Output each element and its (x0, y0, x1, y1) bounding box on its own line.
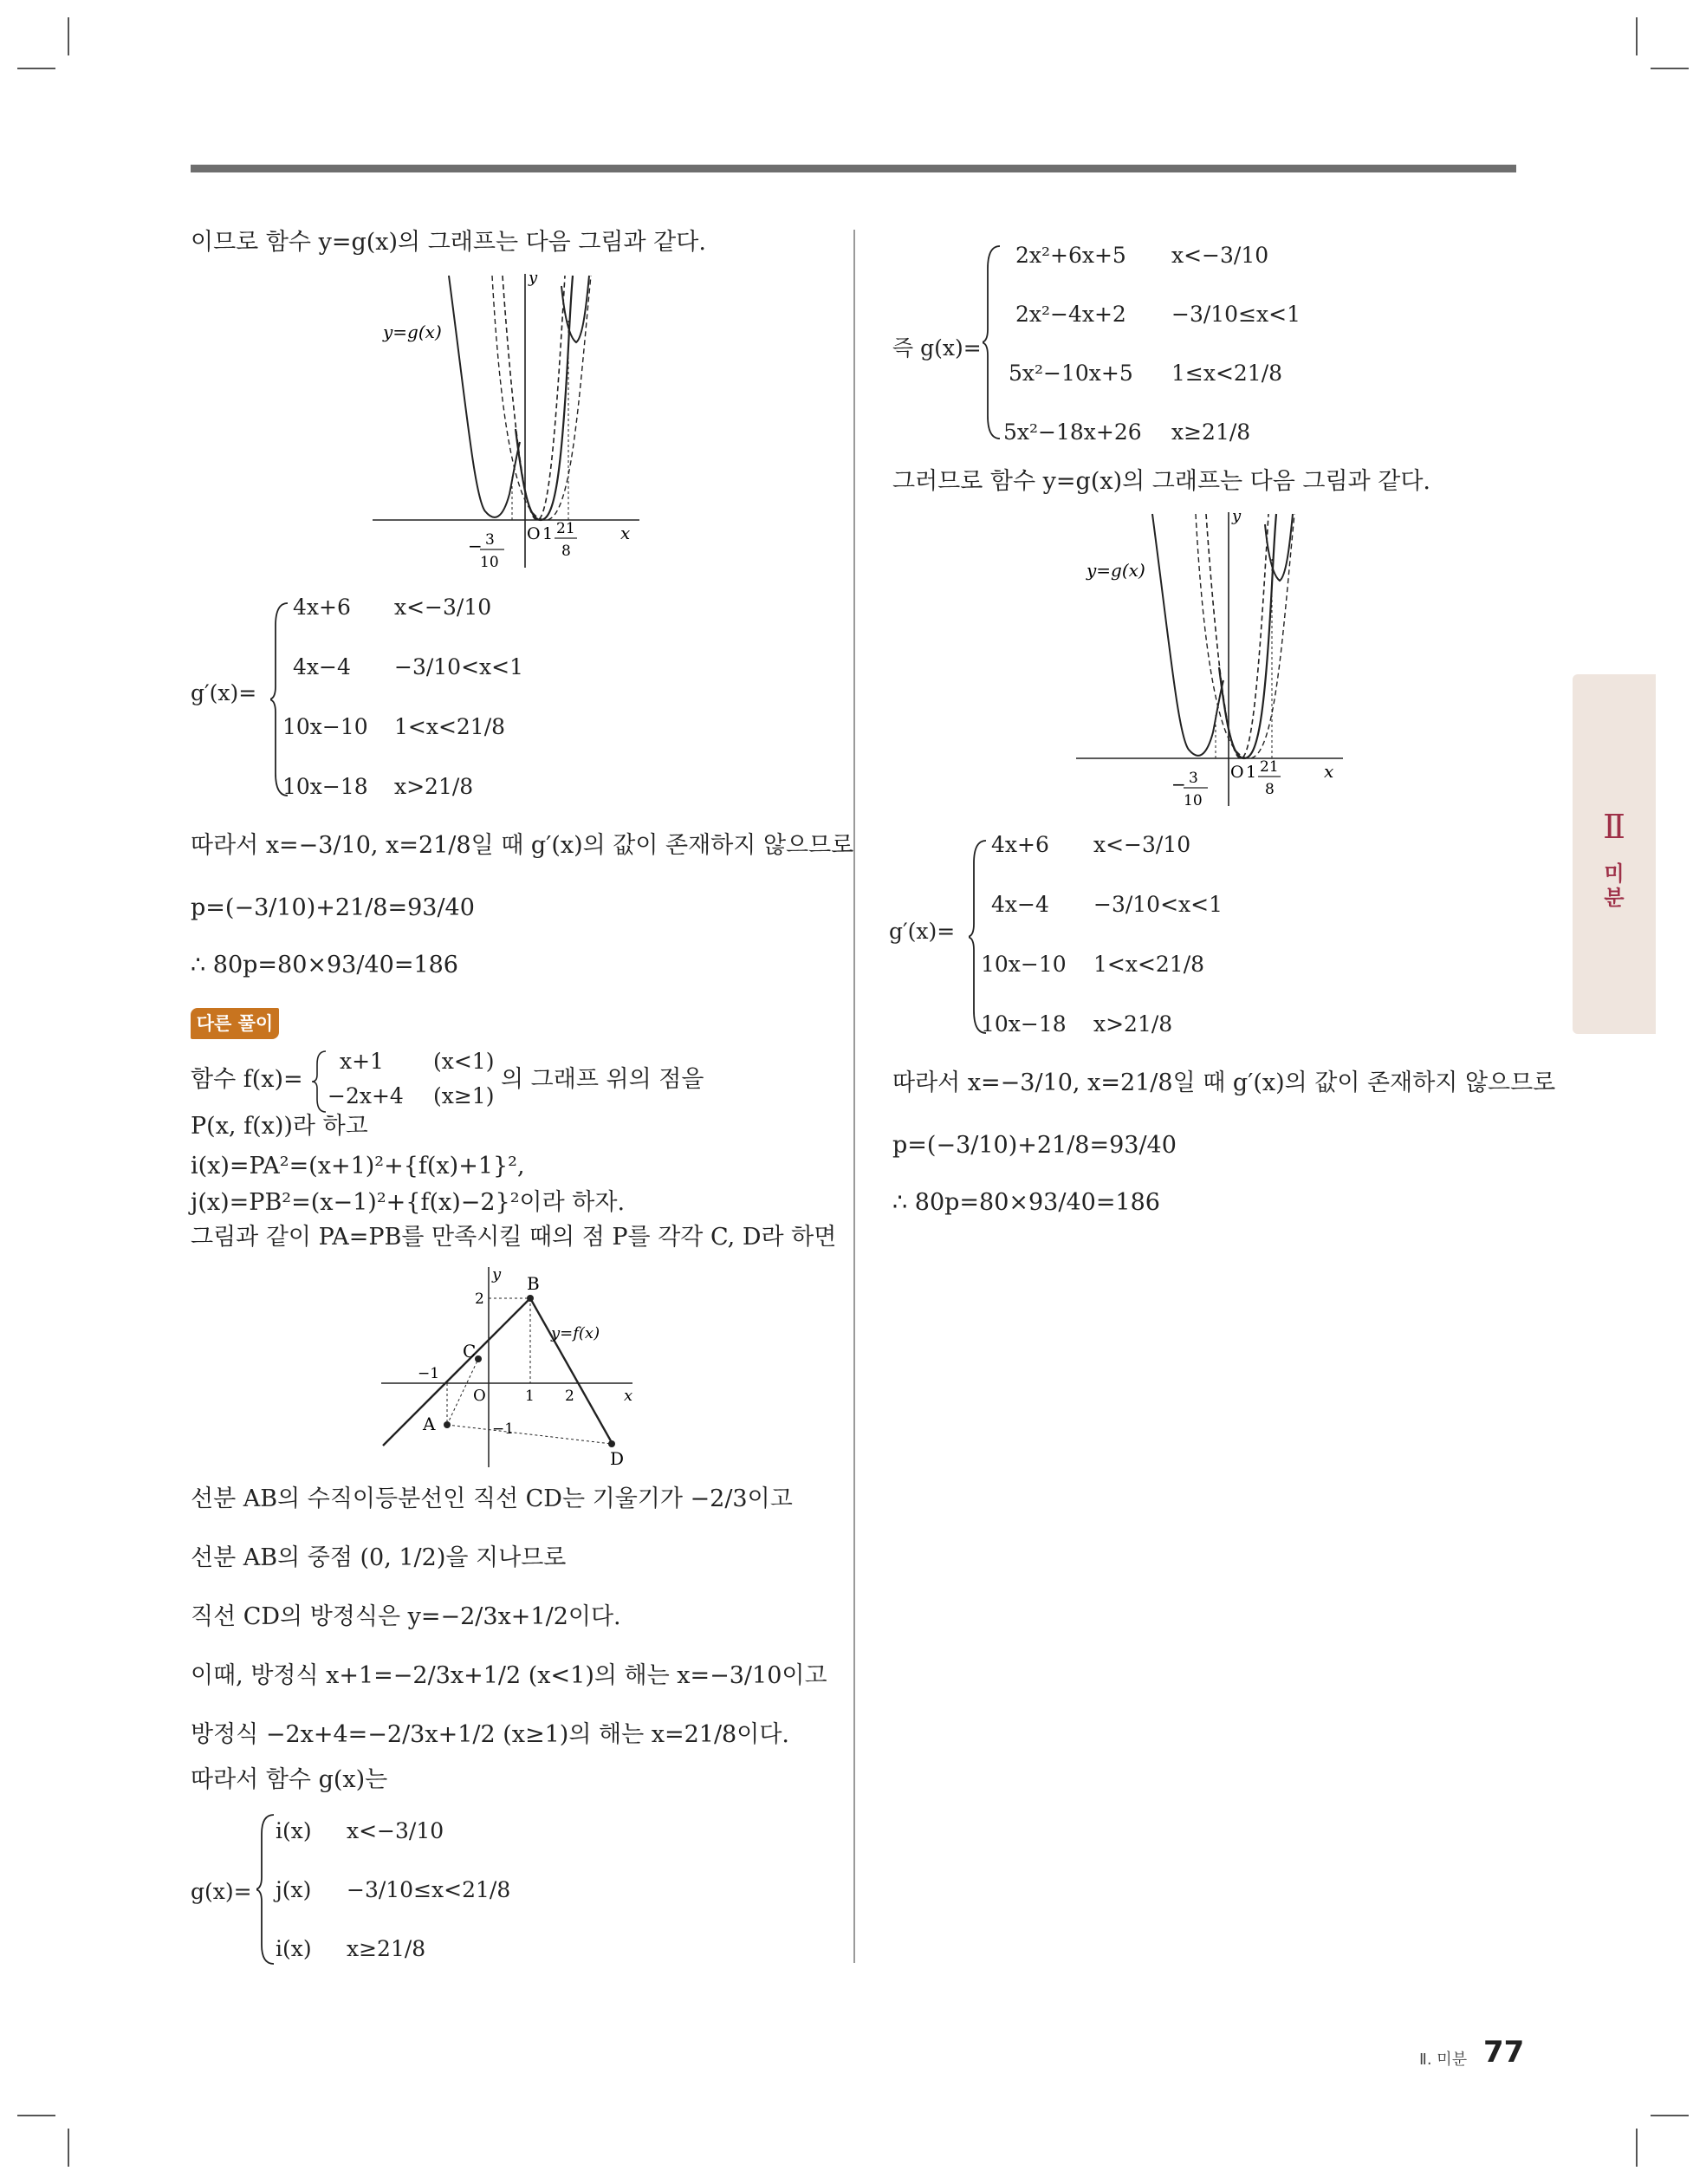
frac-den: 8 (561, 543, 571, 560)
right-g-case-4-cond: x≥21/8 (1171, 419, 1251, 445)
right-g-case-2-expr: 2x²−4x+2 (1015, 302, 1126, 327)
neg-frac-den: 10 (480, 554, 499, 571)
right-p-line: p=(−3/10)+21/8=93/40 (892, 1132, 1177, 1159)
svg-text:21: 21 (1260, 758, 1279, 776)
midpoint: 선분 AB의 중점 (0, 1/2)을 지나므로 (191, 1544, 567, 1571)
right-gprime-case-2-expr: 4x−4 (991, 892, 1049, 917)
chapter-tab-char-2: 분 (1604, 886, 1625, 910)
label-A: A (423, 1414, 436, 1434)
right-gprime-case-2-cond: −3/10<x<1 (1093, 892, 1223, 917)
g-case-3-cond: x≥21/8 (347, 1936, 426, 1961)
point-B (527, 1295, 534, 1302)
tick-x-1: 1 (525, 1388, 535, 1405)
right-answer: ∴ 80p=80×93/40=186 (892, 1189, 1160, 1216)
neg-sign: − (468, 536, 483, 556)
svg-text:3: 3 (1189, 770, 1198, 787)
g-intro: 따라서 함수 g(x)는 (191, 1766, 388, 1793)
left-conclusion: 따라서 x=−3/10, x=21/8일 때 g′(x)의 값이 존재하지 않으므로 (191, 832, 854, 859)
left-answer: ∴ 80p=80×93/40=186 (191, 952, 458, 978)
crop-mark (1636, 2129, 1638, 2167)
dashed-curve-2 (492, 276, 591, 520)
right-g-case-3-cond: 1≤x<21/8 (1171, 361, 1283, 386)
fig2-x-label: x (624, 1387, 633, 1405)
g-case-1-expr: i(x) (276, 1818, 312, 1843)
pa-pb-sentence: 그림과 같이 PA=PB를 만족시킬 때의 점 P를 각각 C, D라 하면 (191, 1224, 837, 1251)
right-gprime-brace (969, 837, 989, 1037)
gprime-case-1-expr: 4x+6 (293, 595, 351, 620)
label-O: O (473, 1387, 486, 1405)
one-label: 1 (542, 524, 554, 543)
f-def-suffix: 의 그래프 위의 점을 (501, 1066, 704, 1093)
curve-left-branch (449, 276, 520, 517)
g-case-1-cond: x<−3/10 (347, 1818, 444, 1843)
solution-2: 방정식 −2x+4=−2/3x+1/2 (x≥1)의 해는 x=21/8이다. (191, 1721, 789, 1748)
svg-text:x: x (1324, 761, 1334, 782)
fx-figure (381, 1264, 641, 1472)
f-brace (312, 1049, 329, 1115)
right-gx-graph (1067, 507, 1353, 815)
right-gprime-case-3-cond: 1<x<21/8 (1093, 952, 1205, 977)
gprime-case-1-cond: x<−3/10 (394, 595, 492, 620)
f-case-2-expr: −2x+4 (328, 1083, 404, 1108)
gprime-case-4-cond: x>21/8 (394, 774, 474, 799)
footer-chapter-label: Ⅱ. 미분 (1419, 2051, 1468, 2069)
fig2-y-label: y (492, 1265, 502, 1284)
chapter-tab-char-1: 미 (1604, 861, 1625, 886)
crop-mark (68, 2129, 69, 2167)
x-label: x (620, 523, 631, 543)
right-g-label: 즉 g(x)= (892, 335, 982, 361)
solution-1: 이때, 방정식 x+1=−2/3x+1/2 (x<1)의 해는 x=−3/10이고 (191, 1662, 827, 1689)
fx-line-right (530, 1298, 613, 1446)
g-case-2-cond: −3/10≤x<21/8 (347, 1877, 511, 1902)
left-gx-graph (364, 269, 650, 576)
g-brace (256, 1811, 277, 1967)
label-D: D (610, 1448, 625, 1469)
svg-text:y=g(x): y=g(x) (1087, 560, 1145, 581)
crop-mark (17, 2115, 55, 2116)
chapter-side-tab (1573, 674, 1656, 1034)
j-def: j(x)=PB²=(x−1)²+{f(x)−2}²이라 하자. (191, 1189, 626, 1216)
right-gprime-case-3-expr: 10x−10 (981, 952, 1067, 977)
right-g-case-1-expr: 2x²+6x+5 (1015, 243, 1126, 268)
gprime-label: g′(x)= (191, 680, 257, 705)
alt-solution-badge: 다른 풀이 (191, 1008, 279, 1039)
tick-y-2: 2 (475, 1290, 484, 1308)
label-fx: y=f(x) (551, 1324, 600, 1342)
i-def: i(x)=PA²=(x+1)²+{f(x)+1}², (191, 1153, 525, 1180)
right-g-brace (983, 243, 1003, 442)
gprime-case-4-expr: 10x−18 (282, 774, 368, 799)
crop-mark (68, 17, 69, 55)
g-case-2-expr: j(x) (276, 1877, 312, 1902)
cd-equation: 직선 CD의 방정식은 y=−2/3x+1/2이다. (191, 1603, 621, 1630)
right-gprime-case-4-expr: 10x−18 (981, 1011, 1067, 1037)
crop-mark (1651, 2115, 1689, 2116)
svg-text:−: − (1171, 774, 1186, 795)
column-divider (853, 230, 855, 1963)
point-D (608, 1440, 615, 1447)
tick-x-2: 2 (565, 1388, 574, 1405)
frac-num: 21 (556, 520, 575, 537)
svg-text:8: 8 (1265, 781, 1275, 798)
g-label: g(x)= (191, 1879, 252, 1904)
f-case-1-cond: (x<1) (433, 1049, 495, 1074)
gprime-case-2-expr: 4x−4 (293, 654, 351, 679)
right-gprime-case-1-cond: x<−3/10 (1093, 832, 1191, 857)
label-B: B (527, 1273, 540, 1294)
svg-text:y: y (1232, 507, 1242, 525)
right-conclusion: 따라서 x=−3/10, x=21/8일 때 g′(x)의 값이 존재하지 않으므로 (892, 1069, 1556, 1096)
p-point: P(x, f(x))라 하고 (191, 1113, 368, 1140)
right-gprime-case-4-cond: x>21/8 (1093, 1011, 1173, 1037)
tick-y-neg1: −1 (492, 1420, 515, 1438)
point-A (444, 1421, 451, 1428)
right-g-case-4-expr: 5x²−18x+26 (1003, 419, 1142, 445)
crop-mark (1636, 17, 1638, 55)
y-label: y (529, 269, 538, 287)
right-g-case-3-expr: 5x²−10x+5 (1009, 361, 1133, 386)
f-case-1-expr: x+1 (340, 1049, 384, 1074)
crop-mark (17, 68, 55, 69)
label-C: C (463, 1341, 477, 1362)
right-intro: 그러므로 함수 y=g(x)의 그래프는 다음 그림과 같다. (892, 468, 1431, 495)
curve-label: y=g(x) (383, 322, 442, 342)
left-brace (270, 600, 291, 799)
right-g-case-1-cond: x<−3/10 (1171, 243, 1269, 268)
tick-x-neg1: −1 (418, 1365, 440, 1382)
cd-slope: 선분 AB의 수직이등분선인 직선 CD는 기울기가 −2/3이고 (191, 1485, 793, 1512)
right-gprime-case-1-expr: 4x+6 (991, 832, 1049, 857)
gprime-case-2-cond: −3/10<x<1 (394, 654, 523, 679)
chapter-roman-numeral: Ⅱ (1603, 808, 1625, 846)
right-gprime-label: g′(x)= (889, 919, 956, 944)
svg-text:O: O (1230, 763, 1244, 782)
header-rule (191, 165, 1516, 172)
left-p-line: p=(−3/10)+21/8=93/40 (191, 894, 475, 921)
right-g-case-2-cond: −3/10≤x<1 (1171, 302, 1301, 327)
left-intro: 이므로 함수 y=g(x)의 그래프는 다음 그림과 같다. (191, 229, 706, 256)
f-case-2-cond: (x≥1) (433, 1083, 495, 1108)
g-case-3-expr: i(x) (276, 1936, 312, 1961)
page-number: 77 (1483, 2035, 1525, 2070)
svg-text:1: 1 (1246, 763, 1257, 782)
neg-frac-num: 3 (485, 531, 495, 549)
gprime-case-3-expr: 10x−10 (282, 714, 368, 739)
origin-label: O (527, 524, 541, 543)
gprime-case-3-cond: 1<x<21/8 (394, 714, 506, 739)
crop-mark (1651, 68, 1689, 69)
svg-text:10: 10 (1184, 792, 1203, 809)
f-def-prefix: 함수 f(x)= (191, 1066, 303, 1093)
